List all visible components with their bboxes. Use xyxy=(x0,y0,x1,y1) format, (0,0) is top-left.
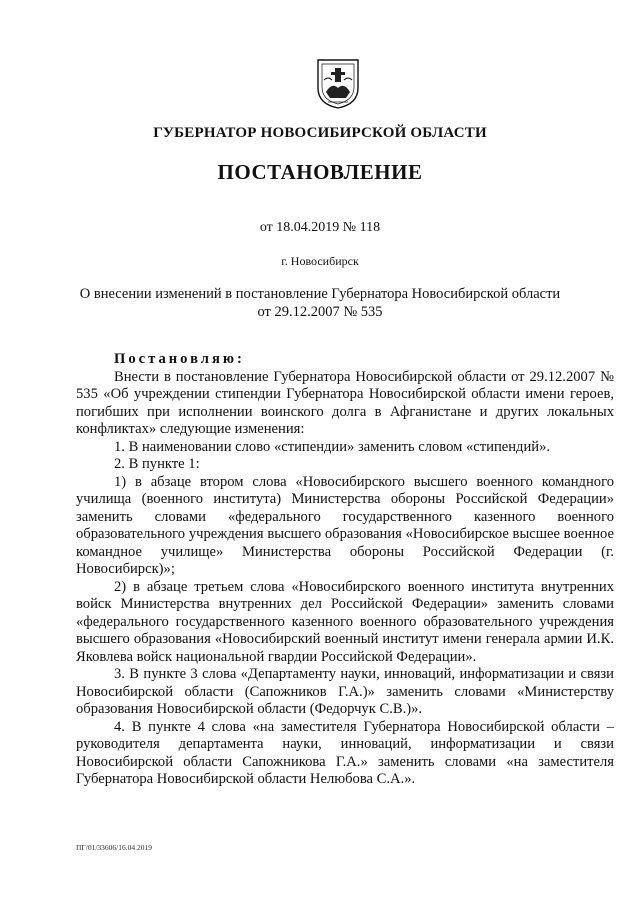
coat-of-arms-emblem xyxy=(316,58,360,110)
issuing-authority: ГУБЕРНАТОР НОВОСИБИРСКОЙ ОБЛАСТИ xyxy=(153,125,487,141)
body-paragraph: 2) в абзаце третьем слова «Новосибирского военного института внутренних войск Министерства внутренних дел Российской Федерации» заменить словами «федерального государственного казенного военного образовательного учреждения высшего образования «Новосибирский военный институт имени генерала армии И.К. Яковлева войск национальной гвардии Российской Федерации». xyxy=(76,578,614,665)
body-paragraph: 4. В пункте 4 слова «на заместителя Губернатора Новосибирской области – руководителя департамента науки, инноваций, информатизации и связи Новосибирской области Сапожникова Г.А.» заменить словами «на заместителя Губернатора Новосибирской области Нелюбова С.А.». xyxy=(76,718,614,787)
document-type-title: ПОСТАНОВЛЕНИЕ xyxy=(217,160,423,184)
document-subject xyxy=(0,285,640,321)
decree-word: Постановляю: xyxy=(114,351,245,367)
subject-line-1: О внесении изменений в постановление Губернатора Новосибирской области xyxy=(79,286,561,302)
body-paragraph: 3. В пункте 3 слова «Департаменту науки, инноваций, информатизации и связи Новосибирской области (Сапожников Г.А.)» заменить словами «Министерству образования Новосибирской области (Федорчук С.В.)». xyxy=(76,666,614,717)
footer-document-code: ПГ/01/33606/16.04.2019 xyxy=(76,843,153,852)
subject-line-2: от 29.12.2007 № 535 xyxy=(257,304,383,320)
body-paragraph: 2. В пункте 1: xyxy=(114,456,200,472)
document-body xyxy=(76,351,614,789)
body-paragraph: Внести в постановление Губернатора Новосибирской области от 29.12.2007 № 535 «Об учреждении стипендии Губернатора Новосибирской области имени героев, погибших при исполнении воинского долга в Афганистане и других локальных конфликтах» следующие изменения: xyxy=(76,368,614,437)
date-and-number: от 18.04.2019 № 118 xyxy=(259,220,381,235)
city-name: г. Новосибирск xyxy=(281,254,359,268)
body-paragraph: 1. В наименовании слово «стипендии» заменить словом «стипендий». xyxy=(114,438,551,455)
body-paragraph: 1) в абзаце втором слова «Новосибирского высшего военного командного училища (военного института) Министерства обороны Российской Федерации» заменить словами «федерального государственного казенного военного образовательного учреждения высшего образования «Новосибирское высшее военное командное училище» Министерства обороны Российской Федерации (г. Новосибирск)»; xyxy=(76,473,614,577)
